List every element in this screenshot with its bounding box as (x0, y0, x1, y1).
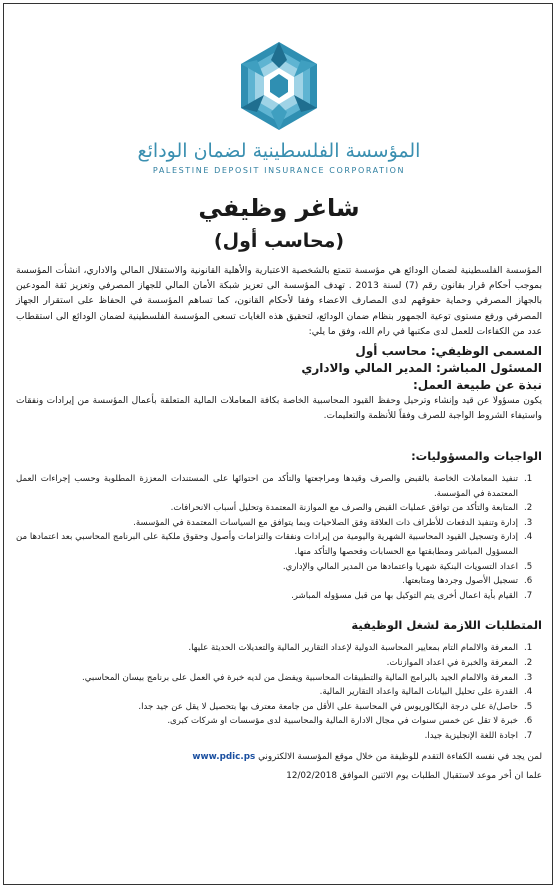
duties-heading: الواجبات والمسؤوليات: (411, 449, 542, 464)
list-item: 5. اعداد التسويات البنكية شهريا واعتمادها من المدير المالي والإداري. (282, 561, 533, 572)
apply-text: لمن يجد في نفسه الكفاءة التقدم للوظيفة من خلال موقع المؤسسة الالكتروني (258, 751, 542, 762)
organization-name-arabic: المؤسسة الفلسطينية لضمان الودائع (137, 140, 421, 162)
intro-paragraph: المؤسسة الفلسطينية لضمان الودائع هي مؤسسة تتمتع بالشخصية الاعتبارية والأهلية القانونية والاستقلال المالي والاداري، انشأت المؤسسة بموجب أحكام قرار بقانون رقم (7) لسنة 2013 . تهدف المؤسسة الى تعزيز شبكة الأمان المالي للجهاز المصرفي وتعزيز ثقة المودعين بالجهاز المصرفي وحماية حقوقهم لدى المصارف الاعضاء وفقا لأحكام القانون، كما تساهم المؤسسة في الحفاظ على استقرار الجهاز المصرفي ورفع مستوى توعية الجمهور بنظام ضمان الودائع، لتحقيق هذه الغايات تسعى المؤسسة الفلسطينية لضمان الودائع الى استقطاب عدد من الكفاءات للعمل لدى مكتبها في رام الله، وفق ما يلي: (16, 265, 543, 337)
list-item: 2. المعرفة والخبرة في اعداد الموازنات. (386, 657, 533, 668)
list-item: 6. خبرة لا تقل عن خمس سنوات في مجال الادارة المالية والمحاسبية لدى مؤسسات او شركات كبرى. (167, 716, 533, 727)
requirements-heading: المتطلبات اللازمة لشغل الوظيفية (351, 618, 542, 633)
organization-logo (0, 38, 558, 134)
vacancy-title: شاغر وظيفي (198, 194, 360, 222)
deadline-text: علما ان أخر موعد لاستقبال الطلبات يوم الاثنين الموافق 12/02/2018 (286, 770, 542, 781)
list-item: 1. المعرفة والالمام التام بمعايير المحاسبة الدولية لإعداد التقارير المالية والتعديلات الحديثة عليها. (188, 643, 533, 654)
apply-instructions (16, 750, 542, 765)
list-item: 3. المعرفة والالمام الجيد بالبرامج المالية والتطبيقات المحاسبية ويفضل من لديه خبرة في العمل على برنامج بيسان المحاسبي. (81, 672, 533, 683)
advertisement-body (16, 263, 542, 784)
list-item: 7. القيام بأية اعمال أخرى يتم التوكيل بها من قبل مسؤوله المباشر. (291, 590, 533, 601)
hexagon-logo-icon (231, 38, 327, 134)
position-title: (محاسب أول) (213, 230, 345, 252)
list-item: 4. القدرة على تحليل البيانات المالية واعداد التقارير المالية. (319, 687, 533, 698)
list-item: 4. إدارة وتسجيل القيود المحاسبية الشهرية واليومية من إيرادات ونفقات والتزامات وأصول وحقوق ملكية على البرنامج المحاسبي بعد اعتمادها من المسؤول المباشر ومطابقتها مع الحسابات وفحصها والتأكد منها. (16, 532, 533, 557)
list-item: 3. إدارة وتنفيذ الدفعات للأطراف ذات العلاقة وفق الصلاحيات وبما يتوافق مع السياسات المعتمدة في المؤسسة. (133, 517, 533, 528)
job-title-line: المسمى الوظيفي: محاسب أول (355, 344, 542, 359)
list-item: 2. المتابعة والتأكد من توافق عمليات القبض والصرف مع الموازنة المعتمدة وتحليل أسباب الانحرافات. (170, 503, 533, 514)
list-item: 7. اجادة اللغة الإنجليزية جيدا. (424, 730, 533, 741)
list-item: 6. تسجيل الأصول وجردها ومتابعتها. (402, 576, 533, 587)
duties-list (16, 472, 542, 603)
list-item: 1. تنفيذ المعاملات الخاصة بالقبض والصرف وقيدها ومراجعتها والتأكد من احتوائها على المستندات المعززة المطلوبة وحسب إجراءات العمل المعتمدة في المؤسسة. (16, 474, 533, 499)
job-nature-text: يكون مسؤولا عن قيد وإنشاء وترحيل وحفظ القيود المحاسبية الخاصة بكافة المعاملات المالية المتعلقة بأعمال المؤسسة من إيرادات ونفقات واستيفاء الشروط الواجبة للصرف وفقاً للأنظمة والتعليمات. (16, 396, 542, 422)
job-nature-heading: نبذة عن طبيعة العمل: (412, 378, 542, 393)
direct-manager-line: المسئول المباشر: المدير المالي والاداري (301, 361, 542, 376)
organization-name-english: PALESTINE DEPOSIT INSURANCE CORPORATION (152, 166, 406, 175)
list-item: 5. حاصل/ة على درجة البكالوريوس في المحاسبة على الأقل من جامعة معترف بها بتحصيل لا يقل عن جيد جدا. (138, 701, 533, 712)
requirements-list (16, 641, 542, 743)
website-link[interactable]: www.pdic.ps (192, 751, 256, 762)
